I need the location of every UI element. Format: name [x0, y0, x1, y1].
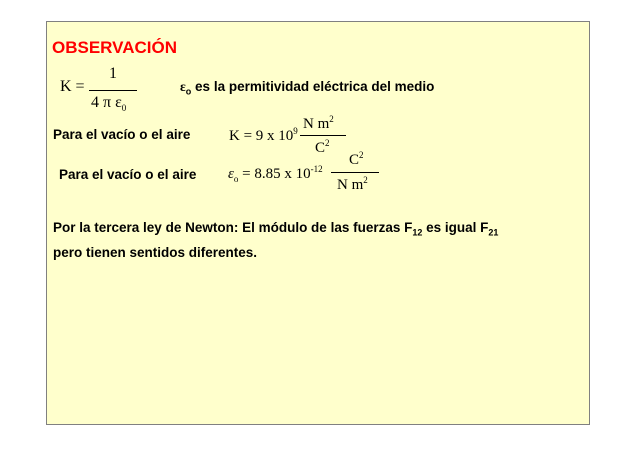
slide-panel — [46, 21, 590, 425]
epsilon-note: $\varepsilon_o$ es la permitividad eléctrica del medio — [180, 79, 435, 97]
formula-k-vacuum-lhs: K = 9 x $10^9$ — [229, 126, 298, 144]
line2-label: Para el vacío o el aire — [59, 167, 197, 182]
formula-k-fraction-bar — [89, 90, 137, 91]
formula-k-denominator: 4 π $\varepsilon_0$ — [91, 94, 127, 114]
formula-k-numerator: 1 — [109, 65, 117, 82]
formula-epsilon-vacuum-denominator: N $m^2$ — [337, 175, 368, 193]
formula-epsilon-vacuum-fraction-bar — [331, 172, 379, 173]
formula-k-vacuum-denominator: $C^2$ — [315, 138, 330, 156]
slide-title: OBSERVACIÓN — [52, 38, 178, 57]
newton-paragraph: Por la tercera ley de Newton: El módulo de las fuerzas $F_{12}$ es igual $F_{21}$ pero tienen sentidos diferentes. — [53, 220, 499, 260]
formula-k-lhs: K = — [60, 78, 85, 95]
formula-epsilon-vacuum-numerator: $C^2$ — [349, 150, 364, 168]
formula-k-vacuum-numerator: N $m^2$ — [303, 114, 334, 132]
formula-k-vacuum-fraction-bar — [300, 135, 346, 136]
line1-label: Para el vacío o el aire — [53, 127, 191, 142]
formula-epsilon-vacuum-lhs: $\varepsilon_o = 8.85$ x $10^{-12}$ — [228, 164, 323, 184]
